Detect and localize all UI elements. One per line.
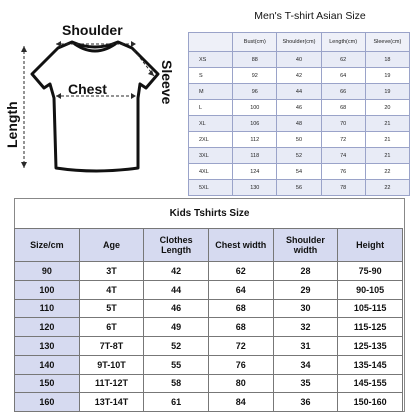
table-cell: 80 (208, 374, 273, 393)
table-row (189, 68, 410, 84)
table-cell: 42 (144, 262, 209, 281)
table-header-row (15, 229, 403, 262)
table-cell: 19 (365, 84, 409, 100)
table-cell: 68 (208, 318, 273, 337)
men-table-title: Men's T-shirt Asian Size (254, 10, 366, 22)
table-cell: 46 (144, 299, 209, 318)
header-cell: Shoulder width (273, 229, 338, 262)
men-size-table (188, 32, 410, 196)
table-cell: 78 (321, 180, 365, 196)
table-cell: 100 (233, 100, 277, 116)
table-cell: S (189, 68, 233, 84)
table-cell: 31 (273, 337, 338, 356)
table-row (189, 52, 410, 68)
chest-label: Chest (68, 81, 107, 97)
table-cell: 62 (208, 262, 273, 281)
sleeve-label: Sleeve (159, 60, 175, 105)
table-cell: 7T-8T (79, 337, 144, 356)
table-cell: M (189, 84, 233, 100)
table-cell: 40 (277, 52, 321, 68)
table-cell: 20 (365, 100, 409, 116)
table-row (189, 164, 410, 180)
table-cell: 42 (277, 68, 321, 84)
table-cell: 29 (273, 280, 338, 299)
table-cell: 22 (365, 164, 409, 180)
table-row (15, 262, 403, 281)
table-cell: 61 (144, 393, 209, 412)
table-cell: 84 (208, 393, 273, 412)
table-cell: 64 (208, 280, 273, 299)
table-cell: 18 (365, 52, 409, 68)
table-row (189, 116, 410, 132)
table-cell: 90-105 (338, 280, 403, 299)
table-cell: 76 (208, 355, 273, 374)
header-cell: Shoulder(cm) (277, 33, 321, 52)
table-cell: 13T-14T (79, 393, 144, 412)
table-row (15, 337, 403, 356)
table-row (189, 132, 410, 148)
table-cell: 52 (144, 337, 209, 356)
table-cell: 56 (277, 180, 321, 196)
table-cell: 92 (233, 68, 277, 84)
header-cell (189, 33, 233, 52)
table-cell: 21 (365, 116, 409, 132)
table-cell: 72 (321, 132, 365, 148)
table-cell: 124 (233, 164, 277, 180)
table-cell: 44 (144, 280, 209, 299)
table-cell: 19 (365, 68, 409, 84)
table-cell: 5XL (189, 180, 233, 196)
table-row (15, 355, 403, 374)
table-cell: 44 (277, 84, 321, 100)
header-cell: Height (338, 229, 403, 262)
table-cell: 135-145 (338, 355, 403, 374)
table-row (15, 318, 403, 337)
table-cell: 70 (321, 116, 365, 132)
table-cell: 54 (277, 164, 321, 180)
length-label: Length (4, 101, 20, 148)
table-cell: 32 (273, 318, 338, 337)
table-row (15, 280, 403, 299)
table-cell: 100 (15, 280, 80, 299)
table-cell: 145-155 (338, 374, 403, 393)
table-cell: 6T (79, 318, 144, 337)
table-cell: 75-90 (338, 262, 403, 281)
table-cell: 105-115 (338, 299, 403, 318)
table-cell: 140 (15, 355, 80, 374)
table-cell: 96 (233, 84, 277, 100)
table-cell: 28 (273, 262, 338, 281)
table-cell: 150 (15, 374, 80, 393)
table-row (189, 180, 410, 196)
table-cell: 46 (277, 100, 321, 116)
table-cell: 130 (233, 180, 277, 196)
header-cell: Length(cm) (321, 33, 365, 52)
header-cell: Age (79, 229, 144, 262)
table-cell: 4XL (189, 164, 233, 180)
table-row (15, 299, 403, 318)
table-cell: 62 (321, 52, 365, 68)
shoulder-label: Shoulder (62, 22, 123, 38)
table-row (189, 148, 410, 164)
table-cell: 130 (15, 337, 80, 356)
table-cell: 48 (277, 116, 321, 132)
table-cell: 90 (15, 262, 80, 281)
table-cell: 68 (321, 100, 365, 116)
table-cell: 112 (233, 132, 277, 148)
header-cell: Sleeve(cm) (365, 33, 409, 52)
table-cell: 76 (321, 164, 365, 180)
table-cell: 11T-12T (79, 374, 144, 393)
table-cell: 3T (79, 262, 144, 281)
table-cell: 49 (144, 318, 209, 337)
table-cell: 160 (15, 393, 80, 412)
header-cell: Clothes Length (144, 229, 209, 262)
table-cell: 50 (277, 132, 321, 148)
kids-size-table (14, 228, 403, 412)
tshirt-diagram (0, 0, 190, 192)
table-cell: 9T-10T (79, 355, 144, 374)
table-cell: 64 (321, 68, 365, 84)
table-cell: 4T (79, 280, 144, 299)
table-cell: XS (189, 52, 233, 68)
header-cell: Size/cm (15, 229, 80, 262)
table-cell: 66 (321, 84, 365, 100)
kids-table-title: Kids Tshirts Size (169, 208, 250, 219)
table-cell: 118 (233, 148, 277, 164)
table-row (189, 84, 410, 100)
table-cell: 58 (144, 374, 209, 393)
table-cell: 55 (144, 355, 209, 374)
table-cell: 106 (233, 116, 277, 132)
header-cell: Bust(cm) (233, 33, 277, 52)
table-cell: 5T (79, 299, 144, 318)
table-cell: 120 (15, 318, 80, 337)
table-cell: 68 (208, 299, 273, 318)
table-cell: 115-125 (338, 318, 403, 337)
table-cell: 125-135 (338, 337, 403, 356)
table-cell: XL (189, 116, 233, 132)
table-cell: 21 (365, 132, 409, 148)
table-cell: 74 (321, 148, 365, 164)
table-cell: 22 (365, 180, 409, 196)
table-cell: 52 (277, 148, 321, 164)
table-cell: 88 (233, 52, 277, 68)
table-cell: 110 (15, 299, 80, 318)
table-cell: 36 (273, 393, 338, 412)
table-cell: 35 (273, 374, 338, 393)
table-cell: L (189, 100, 233, 116)
table-cell: 34 (273, 355, 338, 374)
table-header-row (189, 33, 410, 52)
table-cell: 3XL (189, 148, 233, 164)
table-row (189, 100, 410, 116)
table-cell: 150-160 (338, 393, 403, 412)
table-cell: 2XL (189, 132, 233, 148)
table-row (15, 374, 403, 393)
table-cell: 72 (208, 337, 273, 356)
table-cell: 21 (365, 148, 409, 164)
header-cell: Chest width (208, 229, 273, 262)
table-row (15, 393, 403, 412)
table-cell: 30 (273, 299, 338, 318)
